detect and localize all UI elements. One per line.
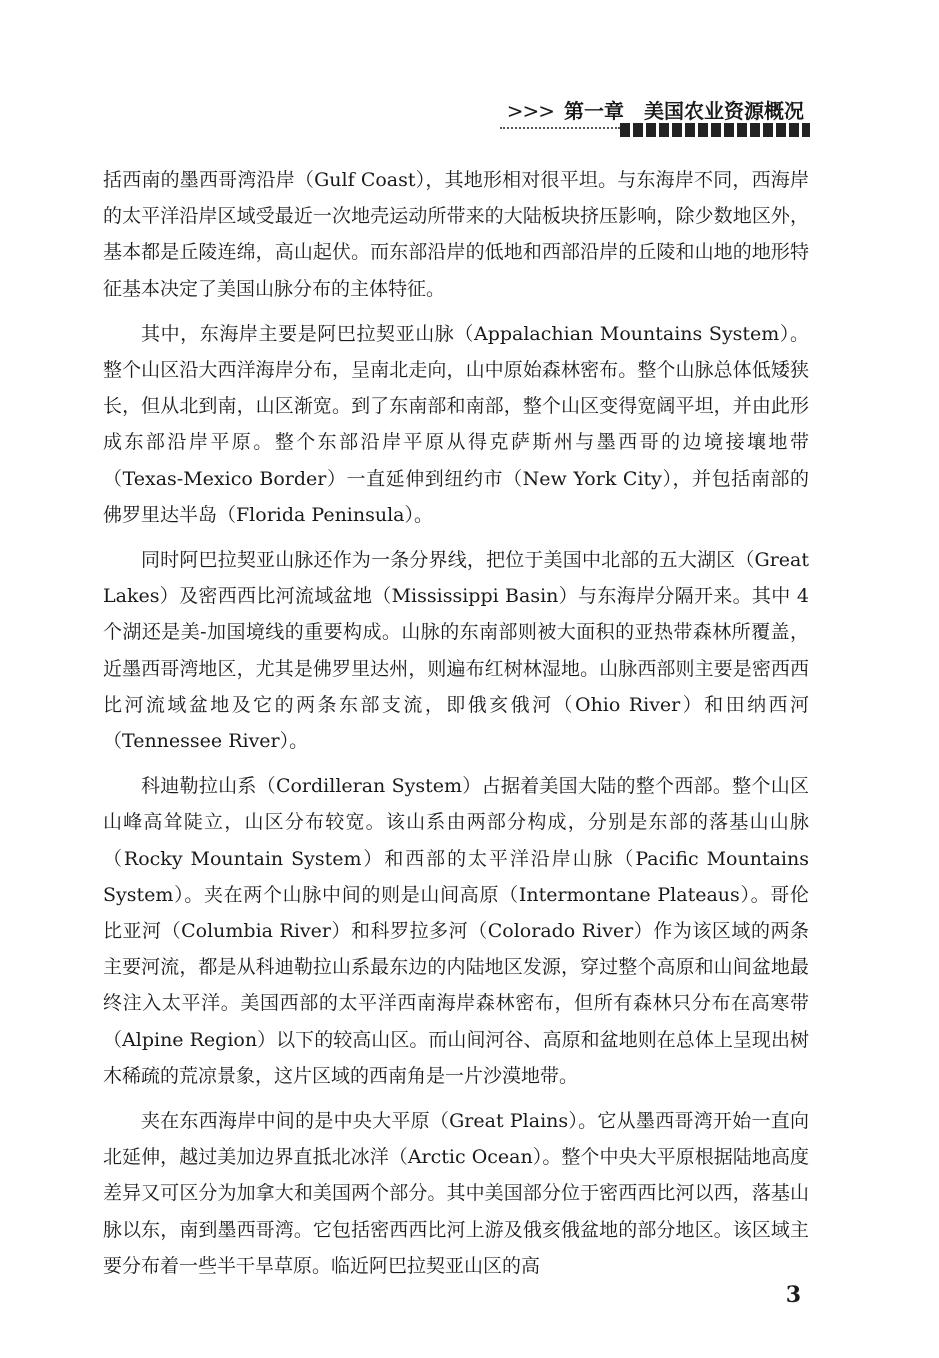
paragraph-great-plains: 夹在东西海岸中间的是中央大平原（Great Plains）。它从墨西哥湾开始一直向北延伸，越过美加边界直抵北冰洋（Arctic Ocean）。整个中央大平原根据陆地高度差异又可区分为加拿大和美国两个部分。其中美国部分位于密西西比河以西，落基山脉以东，南到墨西哥湾。它包括密西西比河上游及俄亥俄盆地的部分地区。该区域主要分布着一些半干旱草原。临近阿巴拉契亚山区的高 bbox=[103, 1110, 809, 1277]
header-dotted-rule bbox=[500, 127, 620, 129]
chapter-title bbox=[507, 95, 804, 124]
paragraph-cordilleran: 科迪勒拉山系（Cordilleran System）占据着美国大陆的整个西部。整个山区山峰高耸陡立，山区分布较宽。该山系由两部分构成，分别是东部的落基山山脉（Rocky Mountain System）和西部的太平洋沿岸山脉（Pacific Mountains System）。夹在两个山脉中间的则是山间高原（Intermontane Plateaus）。哥伦比亚河（Columbia River）和科罗拉多河（Colorado River）作为该区域的两条主要河流，都是从科迪勒拉山系最东边的内陆地区发源，穿过整个高原和山间盆地最终注入太平洋。美国西部的太平洋西南海岸森林密布，但所有森林只分布在高寒带（Alpine Region）以下的较高山区。而山间河谷、高原和盆地则在总体上呈现出树木稀疏的荒凉景象，这片区域的西南角是一片沙漠地带。 bbox=[103, 775, 809, 1087]
paragraph-appalachian: 其中，东海岸主要是阿巴拉契亚山脉（Appalachian Mountains System）。整个山区沿大西洋海岸分布，呈南北走向，山中原始森林密布。整个山脉总体低矮狭长，但从北到南，山区渐宽。到了东南部和南部，整个山区变得宽阔平坦，并由此形成东部沿岸平原。整个东部沿岸平原从得克萨斯州与墨西哥的边境接壤地带（Texas-Mexico Border）一直延伸到纽约市（New York City），并包括南部的佛罗里达半岛（Florida Peninsula）。 bbox=[103, 322, 809, 526]
running-header bbox=[500, 95, 810, 155]
body-text bbox=[103, 162, 809, 1293]
chevrons-icon: >>> bbox=[506, 99, 554, 123]
paragraph-divide: 同时阿巴拉契亚山脉还作为一条分界线，把位于美国中北部的五大湖区（Great Lakes）及密西西比河流域盆地（Mississippi Basin）与东海岸分隔开来。其中 4 个湖还是美-加国境线的重要构成。山脉的东南部则被大面积的亚热带森林所覆盖，近墨西哥湾地区，尤其是佛罗里达州，则遍布红树林湿地。山脉西部则主要是密西西比河流域盆地及它的两条东部支流，即俄亥俄河（Ohio River）和田纳西河（Tennessee River）。 bbox=[103, 549, 809, 753]
chapter-title-text: 第一章 美国农业资源概况 bbox=[564, 99, 804, 123]
header-decorative-bar bbox=[620, 123, 810, 137]
page-number: 3 bbox=[785, 1282, 801, 1308]
paragraph-continued: 括西南的墨西哥湾沿岸（Gulf Coast），其地形相对很平坦。与东海岸不同，西海岸的太平洋沿岸区域受最近一次地壳运动所带来的大陆板块挤压影响，除少数地区外，基本都是丘陵连绵，高山起伏。而东部沿岸的低地和西部沿岸的丘陵和山地的地形特征基本决定了美国山脉分布的主体特征。 bbox=[103, 169, 809, 300]
